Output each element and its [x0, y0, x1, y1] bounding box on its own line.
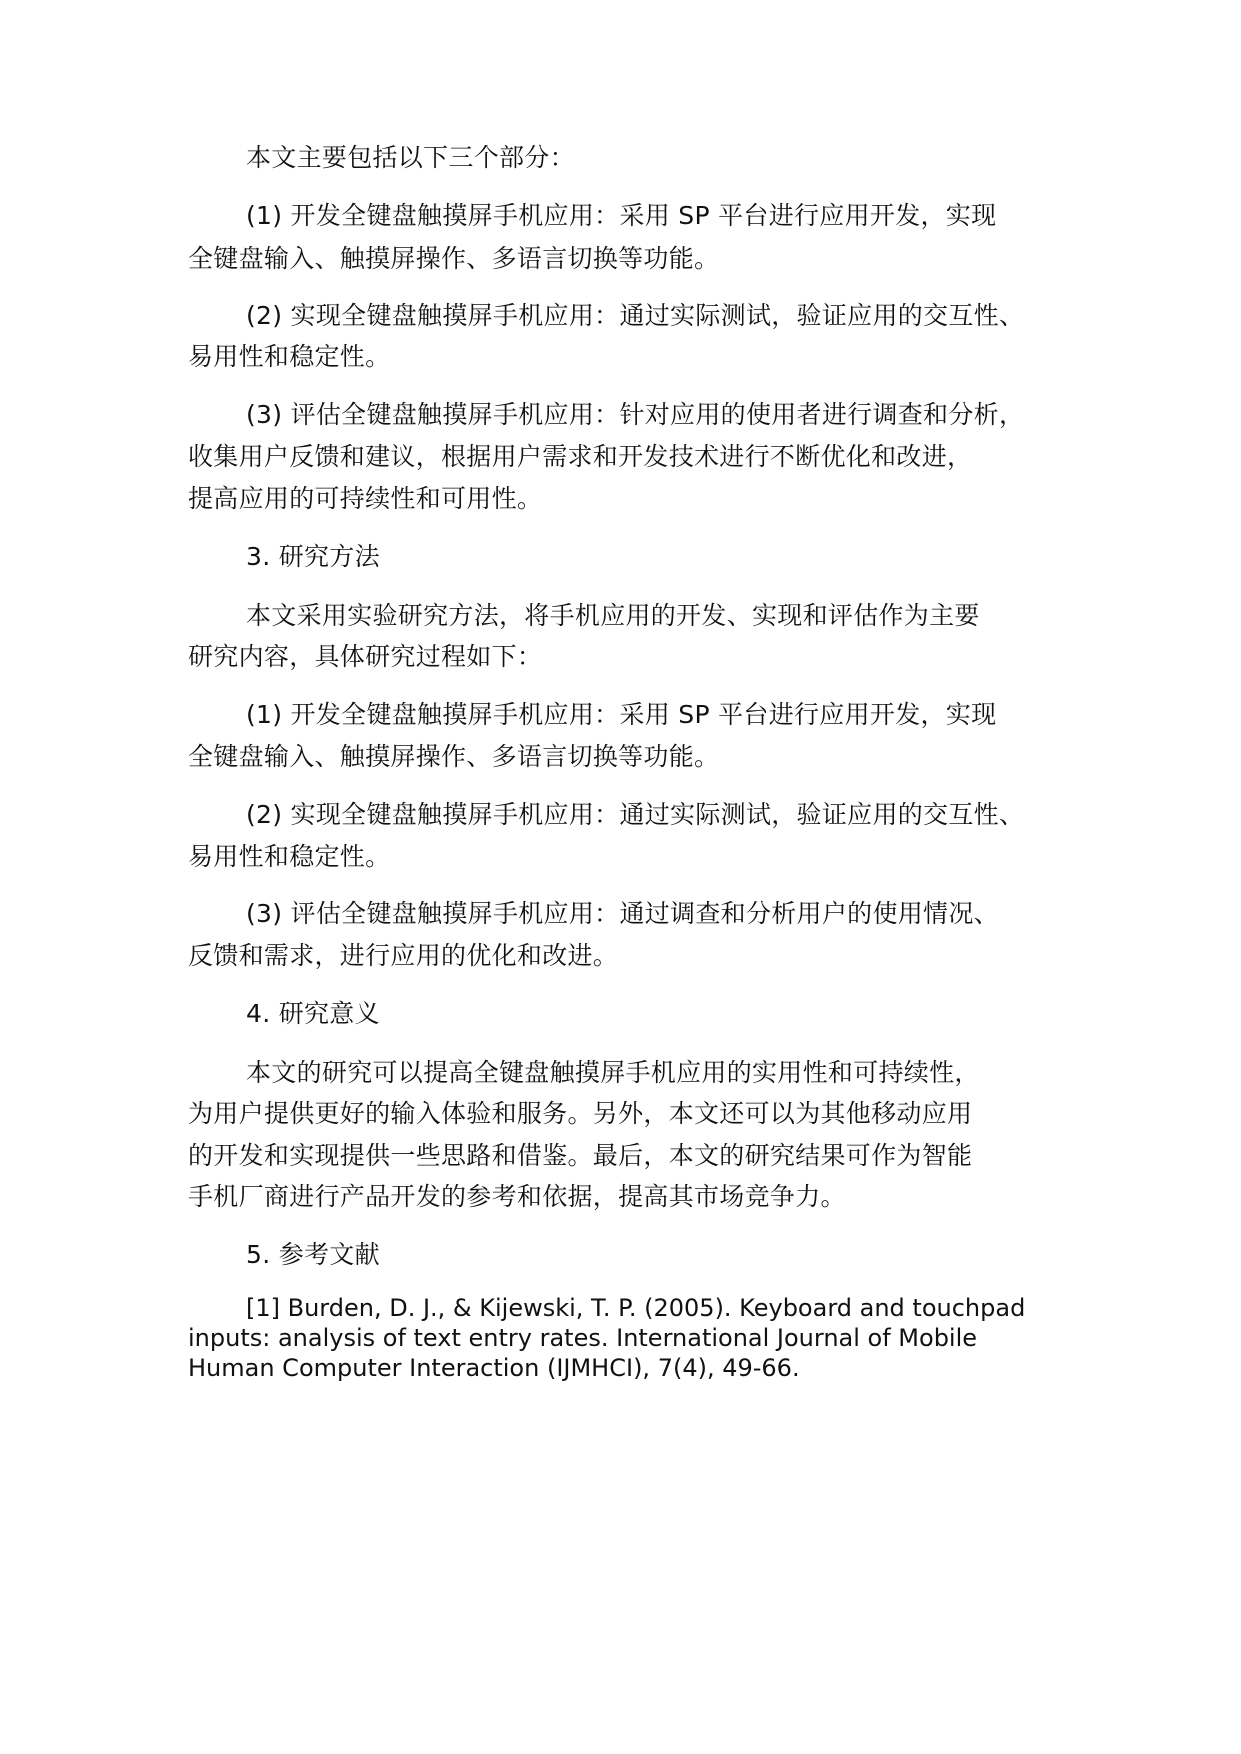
paragraph-line: 易用性和稳定性。 — [188, 842, 391, 871]
paragraph-line: 的开发和实现提供一些思路和借鉴。最后，本文的研究结果可作为智能 — [188, 1141, 973, 1170]
paragraph-line: 本文的研究可以提高全键盘触摸屏手机应用的实用性和可持续性， — [246, 1058, 980, 1087]
paragraph-line: (1) 开发全键盘触摸屏手机应用：采用 SP 平台进行应用开发，实现 — [246, 700, 997, 729]
paragraph-line: (3) 评估全键盘触摸屏手机应用：通过调查和分析用户的使用情况、 — [246, 899, 999, 928]
paragraph-intro-line: 本文主要包括以下三个部分： — [246, 143, 575, 172]
section-heading: 5. 参考文献 — [246, 1240, 380, 1269]
section-heading: 4. 研究意义 — [246, 999, 380, 1028]
paragraph-line: (2) 实现全键盘触摸屏手机应用：通过实际测试，验证应用的交互性、 — [246, 800, 1025, 829]
paragraph-line: 易用性和稳定性。 — [188, 342, 391, 371]
reference-entry-line: [1] Burden, D. J., & Kijewski, T. P. (2005). Keyboard and touchpad — [246, 1294, 1026, 1322]
paragraph-line: 反馈和需求，进行应用的优化和改进。 — [188, 941, 619, 970]
section-heading: 3. 研究方法 — [246, 542, 380, 571]
paragraph-line: 收集用户反馈和建议，根据用户需求和开发技术进行不断优化和改进， — [188, 442, 973, 471]
reference-entry-line: inputs: analysis of text entry rates. International Journal of Mobile — [188, 1324, 978, 1352]
paragraph-line: 全键盘输入、触摸屏操作、多语言切换等功能。 — [188, 742, 720, 771]
paragraph-line: 为用户提供更好的输入体验和服务。另外，本文还可以为其他移动应用 — [188, 1099, 973, 1128]
paragraph-line: (1) 开发全键盘触摸屏手机应用：采用 SP 平台进行应用开发，实现 — [246, 201, 997, 230]
paragraph-line: 全键盘输入、触摸屏操作、多语言切换等功能。 — [188, 244, 720, 273]
paragraph-line: (3) 评估全键盘触摸屏手机应用：针对应用的使用者进行调查和分析， — [246, 400, 1025, 429]
paragraph-line: 提高应用的可持续性和可用性。 — [188, 484, 543, 513]
reference-entry-line: Human Computer Interaction (IJMHCI), 7(4), 49-66. — [188, 1354, 800, 1382]
paragraph-line: 本文采用实验研究方法，将手机应用的开发、实现和评估作为主要 — [246, 601, 980, 630]
paragraph-line: (2) 实现全键盘触摸屏手机应用：通过实际测试，验证应用的交互性、 — [246, 301, 1025, 330]
paragraph-line: 手机厂商进行产品开发的参考和依据，提高其市场竞争力。 — [188, 1182, 846, 1211]
paragraph-line: 研究内容，具体研究过程如下： — [188, 642, 543, 671]
